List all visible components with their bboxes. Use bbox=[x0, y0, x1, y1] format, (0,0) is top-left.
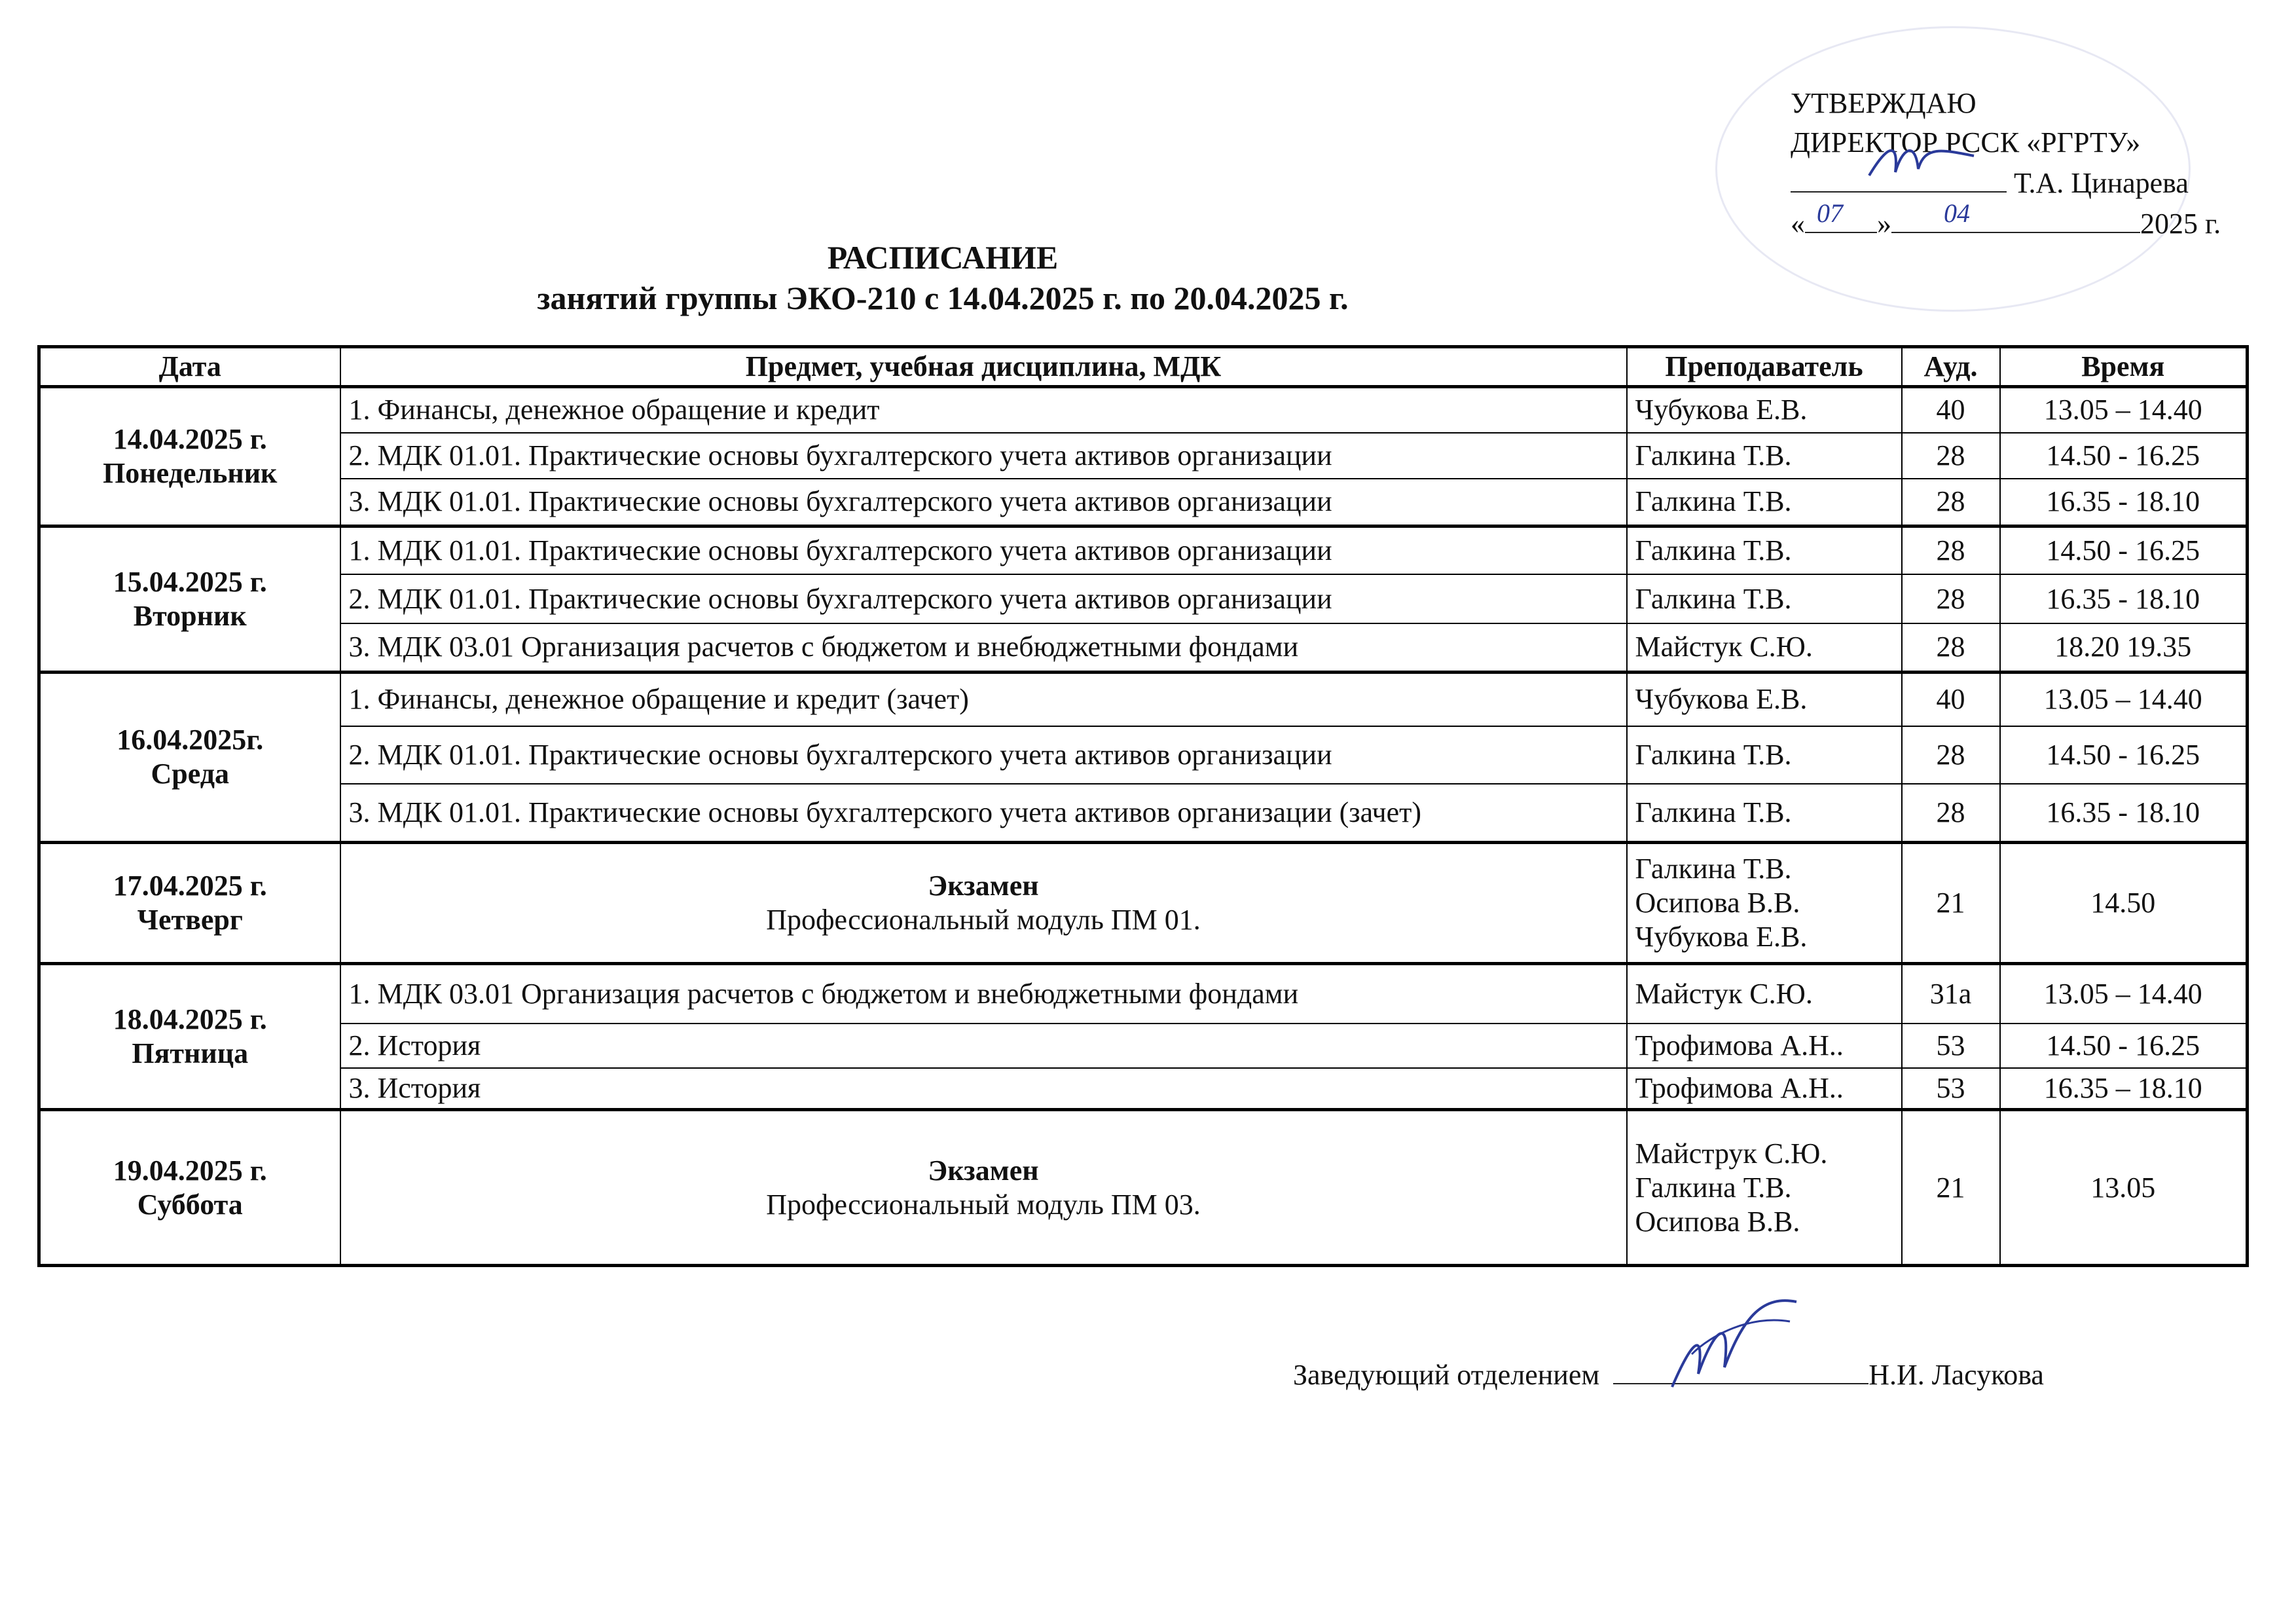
time-cell: 14.50 - 16.25 bbox=[2000, 526, 2248, 574]
room-cell: 53 bbox=[1902, 1068, 2000, 1110]
subject-cell: 1. Финансы, денежное обращение и кредит bbox=[340, 387, 1627, 433]
exam-cell bbox=[340, 842, 1627, 964]
room-cell: 53 bbox=[1902, 1024, 2000, 1068]
footer-signature bbox=[1293, 1354, 2044, 1392]
head-signature-icon bbox=[1652, 1289, 1810, 1400]
teacher-cell: Галкина Т.В. bbox=[1627, 433, 1902, 479]
day-date-cell bbox=[39, 842, 340, 964]
time-cell: 16.35 - 18.10 bbox=[2000, 479, 2248, 526]
teacher-cell: Чубукова Е.В. bbox=[1627, 672, 1902, 726]
teacher-cell: Чубукова Е.В. bbox=[1627, 387, 1902, 433]
page-title-block bbox=[0, 237, 1886, 318]
room-cell: 28 bbox=[1902, 726, 2000, 784]
time-cell: 16.35 – 18.10 bbox=[2000, 1068, 2248, 1110]
day-date-cell bbox=[39, 526, 340, 672]
day-weekday: Вторник bbox=[133, 599, 247, 632]
teacher-cell: Галкина Т.В. bbox=[1627, 784, 1902, 842]
exam-teacher: Осипова В.В. bbox=[1635, 1205, 1800, 1238]
exam-teacher: Галкина Т.В. bbox=[1635, 1171, 1792, 1204]
room-cell: 28 bbox=[1902, 526, 2000, 574]
day-date-cell bbox=[39, 964, 340, 1110]
head-signature-underline bbox=[1613, 1354, 1868, 1384]
schedule-table bbox=[37, 345, 2249, 1267]
page-subtitle: занятий группы ЭКО-210 с 14.04.2025 г. по 20.04.2025 г. bbox=[537, 280, 1349, 316]
room-cell: 40 bbox=[1902, 672, 2000, 726]
page-title: РАСПИСАНИЕ bbox=[827, 239, 1059, 276]
day-date: 14.04.2025 г. bbox=[113, 422, 267, 455]
approval-line-2: ДИРЕКТОР РССК «РГРТУ» bbox=[1791, 126, 2141, 158]
day-weekday: Суббота bbox=[137, 1188, 243, 1221]
table-row bbox=[39, 433, 2248, 479]
approval-date-open-quote: « bbox=[1791, 208, 1805, 240]
teacher-cell: Галкина Т.В. bbox=[1627, 526, 1902, 574]
table-row bbox=[39, 842, 2248, 964]
time-cell: 14.50 bbox=[2000, 842, 2248, 964]
room-cell: 28 bbox=[1902, 479, 2000, 526]
time-cell: 13.05 – 14.40 bbox=[2000, 964, 2248, 1024]
approval-year: 2025 г. bbox=[2140, 208, 2221, 240]
subject-cell: 3. МДК 03.01 Организация расчетов с бюджетом и внебюджетными фондами bbox=[340, 623, 1627, 672]
table-row bbox=[39, 526, 2248, 574]
table-row bbox=[39, 1024, 2248, 1068]
approval-signature-line bbox=[1791, 162, 2262, 203]
teacher-cell: Галкина Т.В. bbox=[1627, 726, 1902, 784]
room-cell: 28 bbox=[1902, 623, 2000, 672]
day-weekday: Пятница bbox=[132, 1037, 249, 1070]
time-cell: 13.05 – 14.40 bbox=[2000, 672, 2248, 726]
teacher-cell: Трофимова А.Н.. bbox=[1627, 1068, 1902, 1110]
exam-title: Экзамен bbox=[928, 870, 1039, 902]
time-cell: 14.50 - 16.25 bbox=[2000, 1024, 2248, 1068]
day-weekday: Понедельник bbox=[103, 456, 278, 489]
table-row bbox=[39, 623, 2248, 672]
table-row bbox=[39, 1110, 2248, 1266]
subject-cell: 2. МДК 01.01. Практические основы бухгалтерского учета активов организации bbox=[340, 726, 1627, 784]
subject-cell: 2. История bbox=[340, 1024, 1627, 1068]
teacher-cell: Галкина Т.В. bbox=[1627, 479, 1902, 526]
exam-teacher: Майструк С.Ю. bbox=[1635, 1137, 1828, 1170]
time-cell: 14.50 - 16.25 bbox=[2000, 433, 2248, 479]
approval-date-close-quote: » bbox=[1877, 208, 1891, 240]
day-date-cell bbox=[39, 672, 340, 842]
exam-teacher: Галкина Т.В. bbox=[1635, 853, 1792, 885]
table-row bbox=[39, 387, 2248, 433]
subject-cell: 3. МДК 01.01. Практические основы бухгалтерского учета активов организации (зачет) bbox=[340, 784, 1627, 842]
day-date: 16.04.2025г. bbox=[117, 724, 264, 756]
table-row bbox=[39, 964, 2248, 1024]
exam-teacher: Чубукова Е.В. bbox=[1635, 921, 1808, 953]
approval-line-1: УТВЕРЖДАЮ bbox=[1791, 87, 1977, 119]
subject-cell: 2. МДК 01.01. Практические основы бухгалтерского учета активов организации bbox=[340, 574, 1627, 623]
room-cell: 31а bbox=[1902, 964, 2000, 1024]
table-row bbox=[39, 574, 2248, 623]
footer-name: Н.И. Ласукова bbox=[1868, 1359, 2044, 1391]
day-date-cell bbox=[39, 387, 340, 526]
teacher-cell bbox=[1627, 842, 1902, 964]
table-row bbox=[39, 784, 2248, 842]
time-cell: 16.35 - 18.10 bbox=[2000, 784, 2248, 842]
room-cell: 21 bbox=[1902, 842, 2000, 964]
director-signature-underline bbox=[1791, 162, 2007, 193]
exam-subject: Профессиональный модуль ПМ 03. bbox=[766, 1188, 1201, 1221]
header-teacher: Преподаватель bbox=[1627, 347, 1902, 387]
day-date: 19.04.2025 г. bbox=[113, 1154, 267, 1187]
table-row bbox=[39, 1068, 2248, 1110]
day-weekday: Среда bbox=[151, 758, 229, 790]
teacher-cell: Майстук С.Ю. bbox=[1627, 623, 1902, 672]
day-weekday: Четверг bbox=[137, 904, 243, 936]
subject-cell: 2. МДК 01.01. Практические основы бухгалтерского учета активов организации bbox=[340, 433, 1627, 479]
table-header-row bbox=[39, 347, 2248, 387]
approval-block bbox=[1791, 84, 2262, 244]
director-name: Т.А. Цинарева bbox=[2014, 167, 2189, 199]
director-signature-icon bbox=[1863, 136, 1980, 189]
footer-position: Заведующий отделением bbox=[1293, 1359, 1600, 1391]
header-subject: Предмет, учебная дисциплина, МДК bbox=[340, 347, 1627, 387]
table-row bbox=[39, 726, 2248, 784]
subject-cell: 1. Финансы, денежное обращение и кредит (зачет) bbox=[340, 672, 1627, 726]
time-cell: 18.20 19.35 bbox=[2000, 623, 2248, 672]
header-date: Дата bbox=[39, 347, 340, 387]
approval-day: 07 bbox=[1817, 198, 1843, 228]
room-cell: 28 bbox=[1902, 433, 2000, 479]
table-row bbox=[39, 479, 2248, 526]
time-cell: 16.35 - 18.10 bbox=[2000, 574, 2248, 623]
time-cell: 14.50 - 16.25 bbox=[2000, 726, 2248, 784]
room-cell: 21 bbox=[1902, 1110, 2000, 1266]
approval-day-underline bbox=[1805, 198, 1877, 233]
day-date-cell bbox=[39, 1110, 340, 1266]
header-room: Ауд. bbox=[1902, 347, 2000, 387]
teacher-cell: Майстук С.Ю. bbox=[1627, 964, 1902, 1024]
subject-cell: 1. МДК 03.01 Организация расчетов с бюджетом и внебюджетными фондами bbox=[340, 964, 1627, 1024]
subject-cell: 1. МДК 01.01. Практические основы бухгалтерского учета активов организации bbox=[340, 526, 1627, 574]
header-time: Время bbox=[2000, 347, 2248, 387]
teacher-cell: Галкина Т.В. bbox=[1627, 574, 1902, 623]
teacher-cell bbox=[1627, 1110, 1902, 1266]
time-cell: 13.05 bbox=[2000, 1110, 2248, 1266]
room-cell: 40 bbox=[1902, 387, 2000, 433]
approval-month: 04 bbox=[1944, 198, 1970, 228]
table-row bbox=[39, 672, 2248, 726]
day-date: 15.04.2025 г. bbox=[113, 565, 267, 598]
day-date: 17.04.2025 г. bbox=[113, 870, 267, 902]
day-date: 18.04.2025 г. bbox=[113, 1003, 267, 1036]
exam-subject: Профессиональный модуль ПМ 01. bbox=[766, 904, 1201, 936]
exam-teacher: Осипова В.В. bbox=[1635, 887, 1800, 919]
exam-cell bbox=[340, 1110, 1627, 1266]
room-cell: 28 bbox=[1902, 784, 2000, 842]
approval-month-underline bbox=[1891, 198, 2140, 233]
subject-cell: 3. История bbox=[340, 1068, 1627, 1110]
teacher-cell: Трофимова А.Н.. bbox=[1627, 1024, 1902, 1068]
time-cell: 13.05 – 14.40 bbox=[2000, 387, 2248, 433]
subject-cell: 3. МДК 01.01. Практические основы бухгалтерского учета активов организации bbox=[340, 479, 1627, 526]
room-cell: 28 bbox=[1902, 574, 2000, 623]
exam-title: Экзамен bbox=[928, 1154, 1039, 1187]
